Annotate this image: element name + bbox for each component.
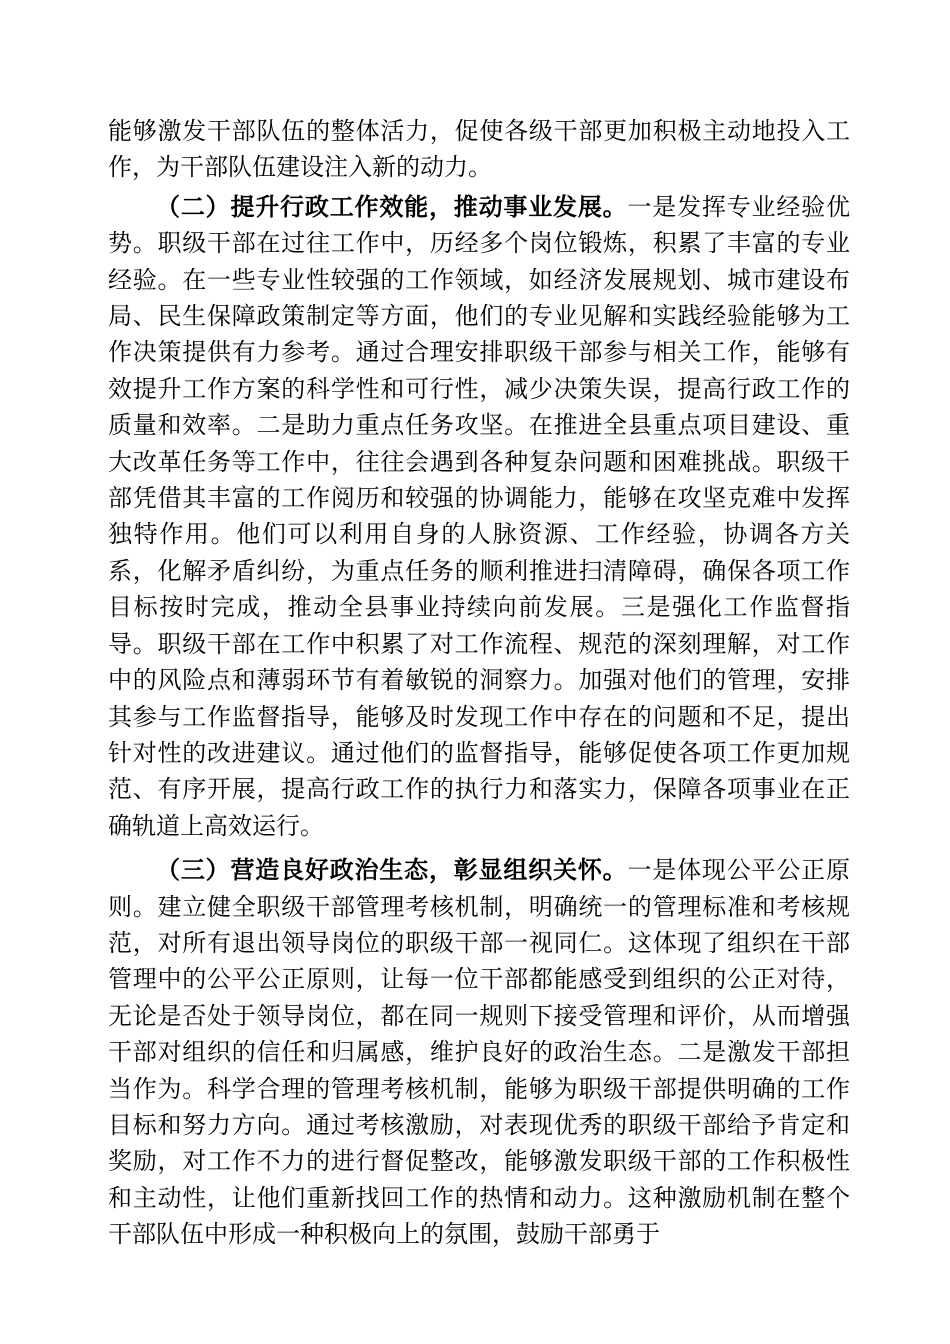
section-2-heading: （二）提升行政工作效能，推动事业发展。 — [156, 192, 628, 221]
section-2-paragraph — [108, 189, 850, 844]
section-3-body: 一是体现公平公正原则。建立健全职级干部管理考核机制，明确统一的管理标准和考核规范，对所有退出领导岗位的职级干部一视同仁。这体现了组织在干部管理中的公平公正原则，让每一位干部都能感受到组织的公正对待，无论是否处于领导岗位，都在同一规则下接受管理和评价，从而增强干部对组织的信任和归属感，维护良好的政治生态。二是激发干部担当作为。科学合理的管理考核机制，能够为职级干部提供明确的工作目标和努力方向。通过考核激励，对表现优秀的职级干部给予肯定和奖励，对工作不力的进行督促整改，能够激发职级干部的工作积极性和主动性，让他们重新找回工作的热情和动力。这种激励机制在整个干部队伍中形成一种积极向上的氛围，鼓励干部勇于 — [108, 856, 851, 1249]
paragraph-text: 能够激发干部队伍的整体活力，促使各级干部更加积极主动地投入工作，为干部队伍建设注入新的动力。 — [108, 117, 850, 182]
paragraph-continuation — [108, 113, 850, 186]
section-3-heading: （三）营造良好政治生态，彰显组织关怀。 — [156, 856, 628, 885]
document-page — [108, 113, 850, 1253]
section-3-paragraph — [108, 852, 850, 1252]
section-2-body: 一是发挥专业经验优势。职级干部在过往工作中，历经多个岗位锻炼，积累了丰富的专业经验。在一些专业性较强的工作领域，如经济发展规划、城市建设布局、民生保障政策制定等方面，他们的专业见解和实践经验能够为工作决策提供有力参考。通过合理安排职级干部参与相关工作，能够有效提升工作方案的科学性和可行性，减少决策失误，提高行政工作的质量和效率。二是助力重点任务攻坚。在推进全县重点项目建设、重大改革任务等工作中，往往会遇到各种复杂问题和困难挑战。职级干部凭借其丰富的工作阅历和较强的协调能力，能够在攻坚克难中发挥独特作用。他们可以利用自身的人脉资源、工作经验，协调各方关系，化解矛盾纠纷，为重点任务的顺利推进扫清障碍，确保各项工作目标按时完成，推动全县事业持续向前发展。三是强化工作监督指导。职级干部在工作中积累了对工作流程、规范的深刻理解，对工作中的风险点和薄弱环节有着敏锐的洞察力。加强对他们的管理，安排其参与工作监督指导，能够及时发现工作中存在的问题和不足，提出针对性的改进建议。通过他们的监督指导，能够促使各项工作更加规范、有序开展，提高行政工作的执行力和落实力，保障各项事业在正确轨道上高效运行。 — [108, 192, 851, 840]
